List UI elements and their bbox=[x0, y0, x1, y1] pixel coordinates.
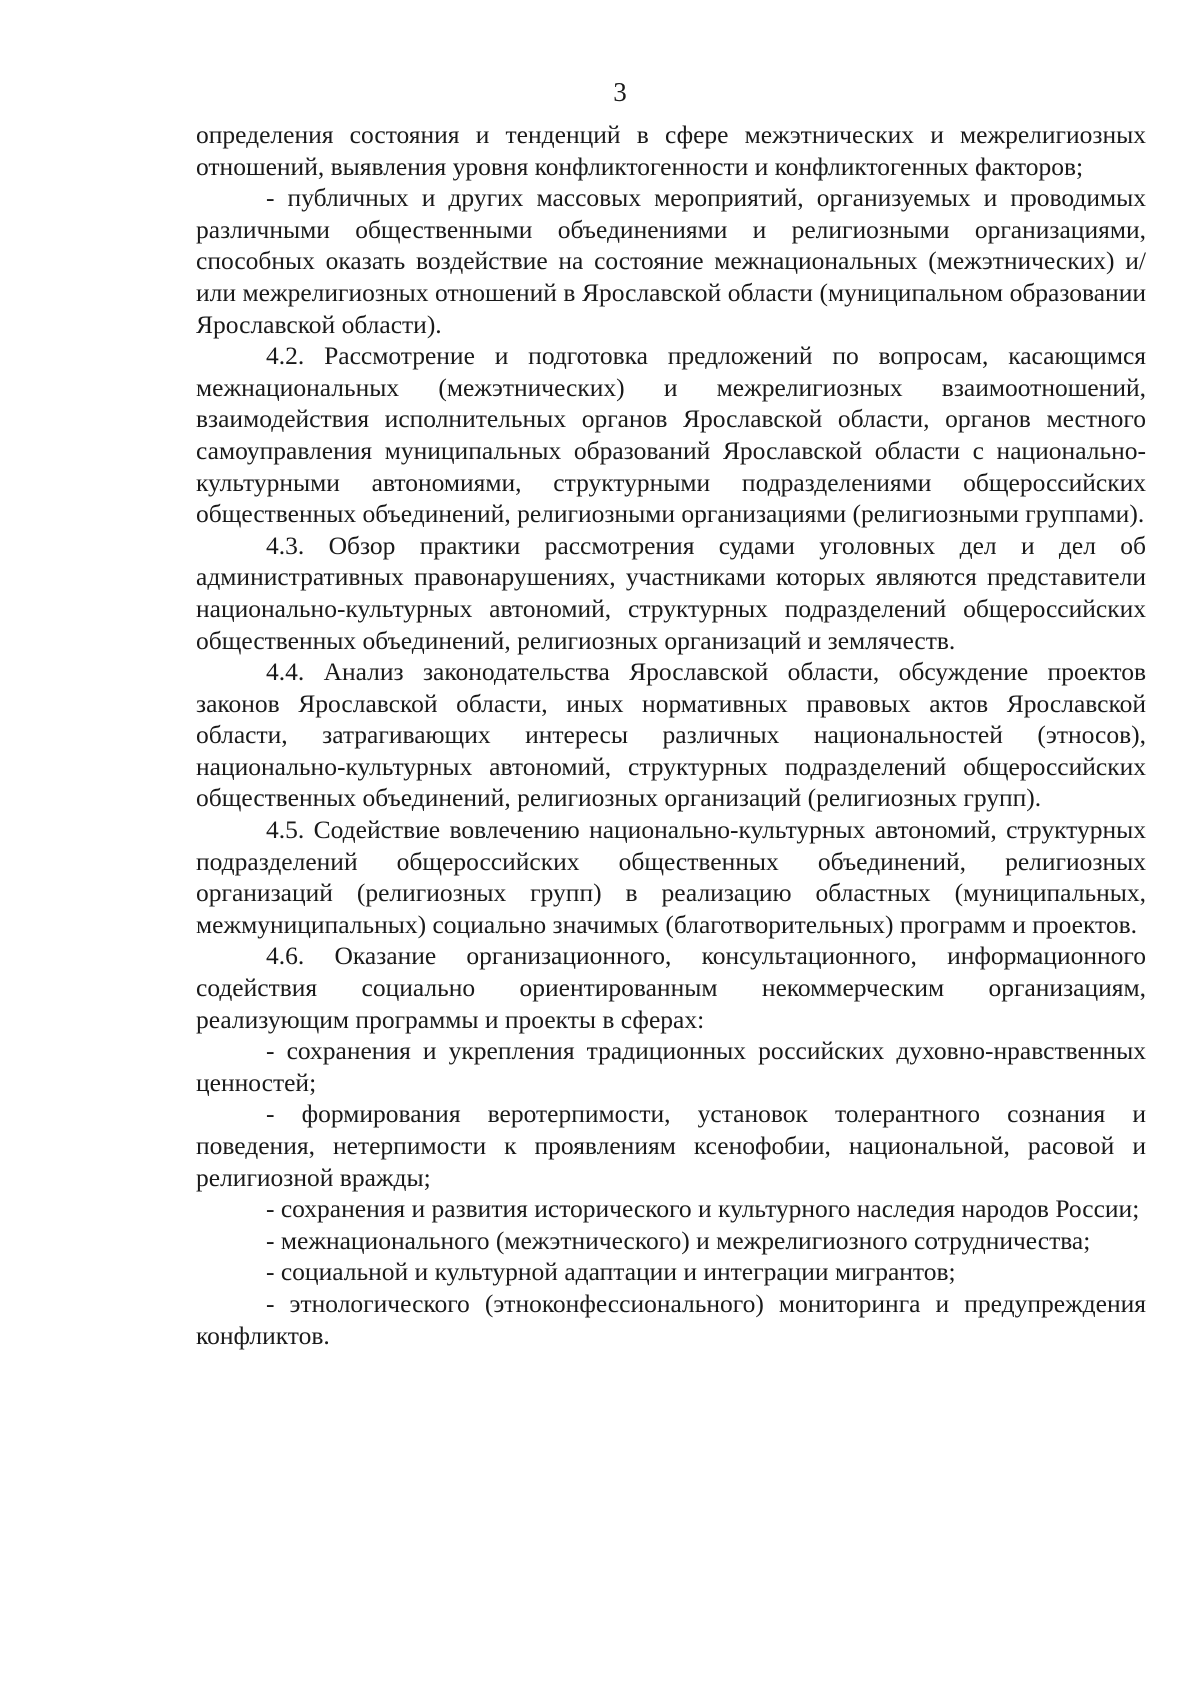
paragraph-4-5: 4.5. Содействие вовлечению национально-культурных автономий, структурных подразделений общероссийских общественных объединений, религиозных организаций (религиозных групп) в реализацию областных (муниципальных, межмуниципальных) социально значимых (благотворительных) программ и проектов. bbox=[196, 815, 1146, 939]
list-item-heritage: - сохранения и развития исторического и культурного наследия народов России; bbox=[266, 1194, 1140, 1224]
paragraph-4-3: 4.3. Обзор практики рассмотрения судами уголовных дел и дел об административных правонарушениях, участниками которых являются представители национально-культурных автономий, структурных подразделений общероссийских общественных объединений, религиозных организаций и землячеств. bbox=[196, 530, 1146, 655]
paragraph-4-6: 4.6. Оказание организационного, консультационного, информационного содействия социально ориентированным некоммерческим организациям, реализующим программы и проекты в сферах: bbox=[196, 941, 1146, 1034]
paragraph-public-events: - публичных и других массовых мероприятий, организуемых и проводимых различными общественными объединениями и религиозными организациями, способных оказать воздействие на состояние межнациональных (межэтнических) и/или межрелигиозных отношений в Ярославской области (муниципальном образовании Ярославской области). bbox=[196, 183, 1146, 339]
document-body bbox=[196, 119, 1146, 1351]
list-item-monitoring: - этнологического (этноконфессионального) мониторинга и предупреждения конфликтов. bbox=[196, 1288, 1146, 1350]
page-number: 3 bbox=[613, 77, 627, 107]
list-item-migrant-adaptation: - социальной и культурной адаптации и интеграции мигрантов; bbox=[266, 1257, 956, 1287]
list-item-tolerance: - формирования веротерпимости, установок толерантного сознания и поведения, нетерпимости к проявлениям ксенофобии, национальной, расовой и религиозной вражды; bbox=[196, 1099, 1146, 1192]
paragraph-4-4: 4.4. Анализ законодательства Ярославской области, обсуждение проектов законов Ярославской области, иных нормативных правовых актов Ярославской области, затрагивающих интересы различных национальностей (этносов), национально-культурных автономий, структурных подразделений общероссийских общественных объединений, религиозных организаций (религиозных групп). bbox=[196, 657, 1146, 813]
paragraph-4-2: 4.2. Рассмотрение и подготовка предложений по вопросам, касающимся межнациональных (межэтнических) и межрелигиозных взаимоотношений, взаимодействия исполнительных органов Ярославской области, органов местного самоуправления муниципальных образований Ярославской области с национально-культурными автономиями, структурными подразделениями общероссийских общественных объединений, религиозными организациями (религиозными группами). bbox=[196, 341, 1146, 529]
paragraph-continuation: определения состояния и тенденций в сфере межэтнических и межрелигиозных отношений, выявления уровня конфликтогенности и конфликтогенных факторов; bbox=[196, 120, 1146, 181]
list-item-traditional-values: - сохранения и укрепления традиционных российских духовно-нравственных ценностей; bbox=[196, 1036, 1146, 1097]
list-item-cooperation: - межнационального (межэтнического) и межрелигиозного сотрудничества; bbox=[266, 1225, 1091, 1255]
